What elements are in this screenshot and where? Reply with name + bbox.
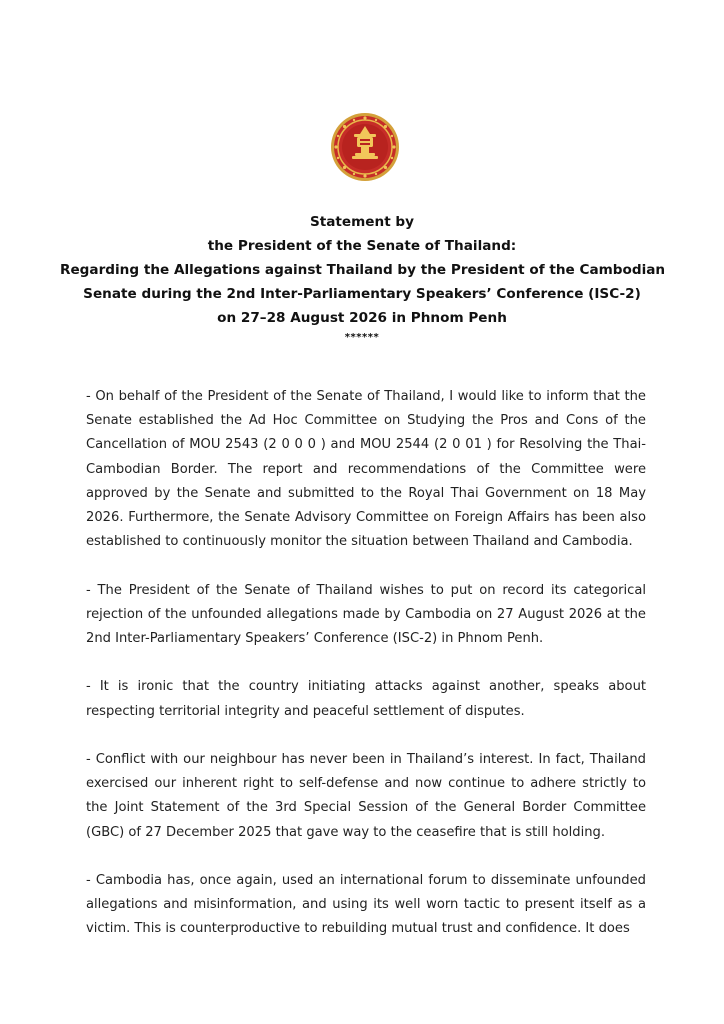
statement-body — [86, 385, 646, 966]
paragraph: - The President of the Senate of Thailand wishes to put on record its categorical rejection of the unfounded allegations made by Cambodia on 27 August 2026 at the 2nd Inter-Parliamentary Speakers’ Conference (ISC-2) in Phnom Penh. — [86, 582, 646, 647]
statement-title — [60, 210, 664, 344]
paragraph: - Conflict with our neighbour has never been in Thailand’s interest. In fact, Thailand exercised our inherent right to self-defense and now continue to adhere strictly to the Joint Statement of the 3rd Special Session of the General Border Committee (GBC) of 27 December 2025 that gave way to the ceasefire that is still holding. — [86, 752, 646, 840]
title-line: Senate during the 2nd Inter-Parliamentary Speakers’ Conference (ISC-2) — [83, 286, 641, 302]
senate-seal-icon — [330, 112, 400, 182]
title-line: Statement by — [309, 214, 415, 230]
title-line: on 27–28 August 2026 in Phnom Penh — [217, 310, 507, 326]
paragraph: - On behalf of the President of the Senate of Thailand, I would like to inform that the Senate established the Ad Hoc Committee on Studying the Pros and Cons of the Cancellation of MOU 2543 (2 0 0 0 ) and MOU 2544 (2 0 01 ) for Resolving the Thai-Cambodian Border. The report and recommendations of the Committee were approved by the Senate and submitted to the Royal Thai Government on 18 May 2026. Furthermore, the Senate Advisory Committee on Foreign Affairs has been also established to continuously monitor the situation between Thailand and Cambodia. — [86, 389, 646, 550]
title-line: Regarding the Allegations against Thailand by the President of the Cambodian — [60, 262, 666, 278]
separator: ****** — [344, 332, 380, 343]
paragraph: - It is ironic that the country initiating attacks against another, speaks about respecting territorial integrity and peaceful settlement of disputes. — [86, 679, 646, 719]
paragraph: - Cambodia has, once again, used an international forum to disseminate unfounded allegations and misinformation, and using its well worn tactic to present itself as a victim. This is counterproductive to rebuilding mutual trust and confidence. It does — [86, 873, 646, 937]
title-line: the President of the Senate of Thailand: — [207, 238, 517, 254]
